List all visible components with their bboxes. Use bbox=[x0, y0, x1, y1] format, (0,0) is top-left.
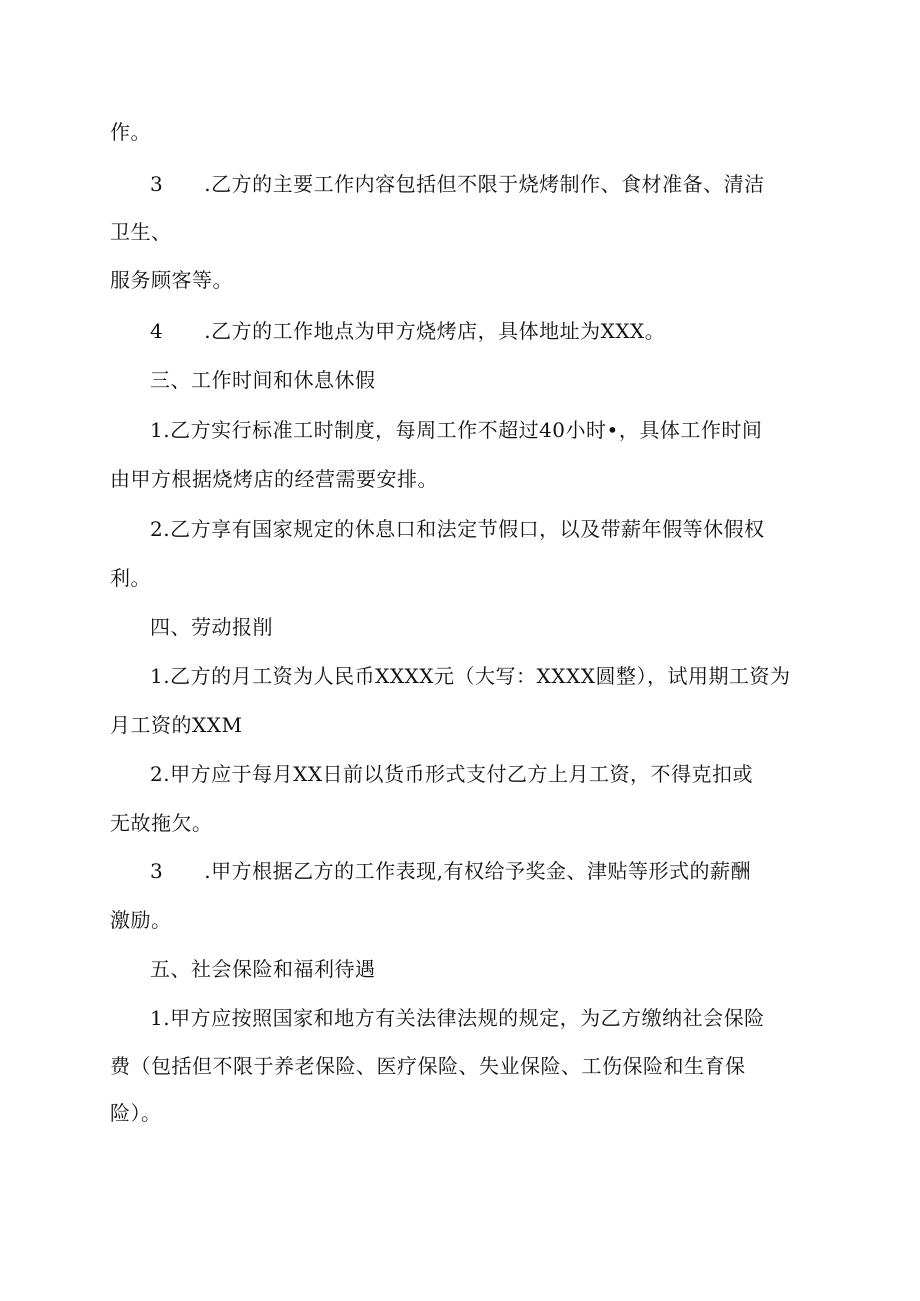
paragraph-line: 4 .乙方的工作地点为甲方烧烤店，具体地址为XXX。 bbox=[150, 319, 666, 343]
paragraph-line: 2.甲方应于每月XX日前以货币形式支付乙方上月工资，不得克扣或 bbox=[150, 762, 754, 786]
paragraph-line: 2.乙方享有国家规定的休息口和法定节假口，以及带薪年假等休假权 bbox=[150, 517, 765, 541]
paragraph-line: 1.乙方的月工资为人民币XXXX元（大写：XXXX圆整），试用期工资为 bbox=[150, 664, 791, 688]
paragraph-line: 由甲方根据烧烤店的经营需要安排。 bbox=[110, 467, 438, 491]
paragraph-line: 3 .甲方根据乙方的工作表现,有权给予奖金、津贴等形式的薪酬 bbox=[150, 859, 751, 883]
paragraph-line: 无故拖欠。 bbox=[110, 811, 213, 835]
paragraph-line: 利。 bbox=[110, 566, 151, 590]
paragraph-line: 激励。 bbox=[110, 908, 172, 932]
paragraph-line: 1.甲方应按照国家和地方有关法律法规的规定，为乙方缴纳社会保险 bbox=[150, 1006, 765, 1030]
paragraph-line: 费（包括但不限于养老保险、医疗保险、失业保险、工伤保险和生育保 bbox=[110, 1054, 746, 1078]
section-heading: 五、社会保险和福利待遇 bbox=[150, 957, 376, 981]
section-heading: 四、劳动报削 bbox=[150, 615, 273, 639]
paragraph-line: 3 .乙方的主要工作内容包括但不限于烧烤制作、食材准备、清洁 bbox=[150, 172, 765, 196]
paragraph-line: 服务顾客等。 bbox=[110, 268, 233, 292]
paragraph-line: 月工资的XXM bbox=[110, 713, 243, 737]
paragraph-line: 1.乙方实行标准工时制度，每周工作不超过40小时•，具体工作时间 bbox=[150, 418, 763, 442]
paragraph-line: 卫生、 bbox=[110, 220, 172, 244]
section-heading: 三、工作时间和休息休假 bbox=[150, 368, 376, 392]
paragraph-line: 作。 bbox=[110, 120, 151, 144]
paragraph-line: 险）。 bbox=[110, 1101, 162, 1125]
